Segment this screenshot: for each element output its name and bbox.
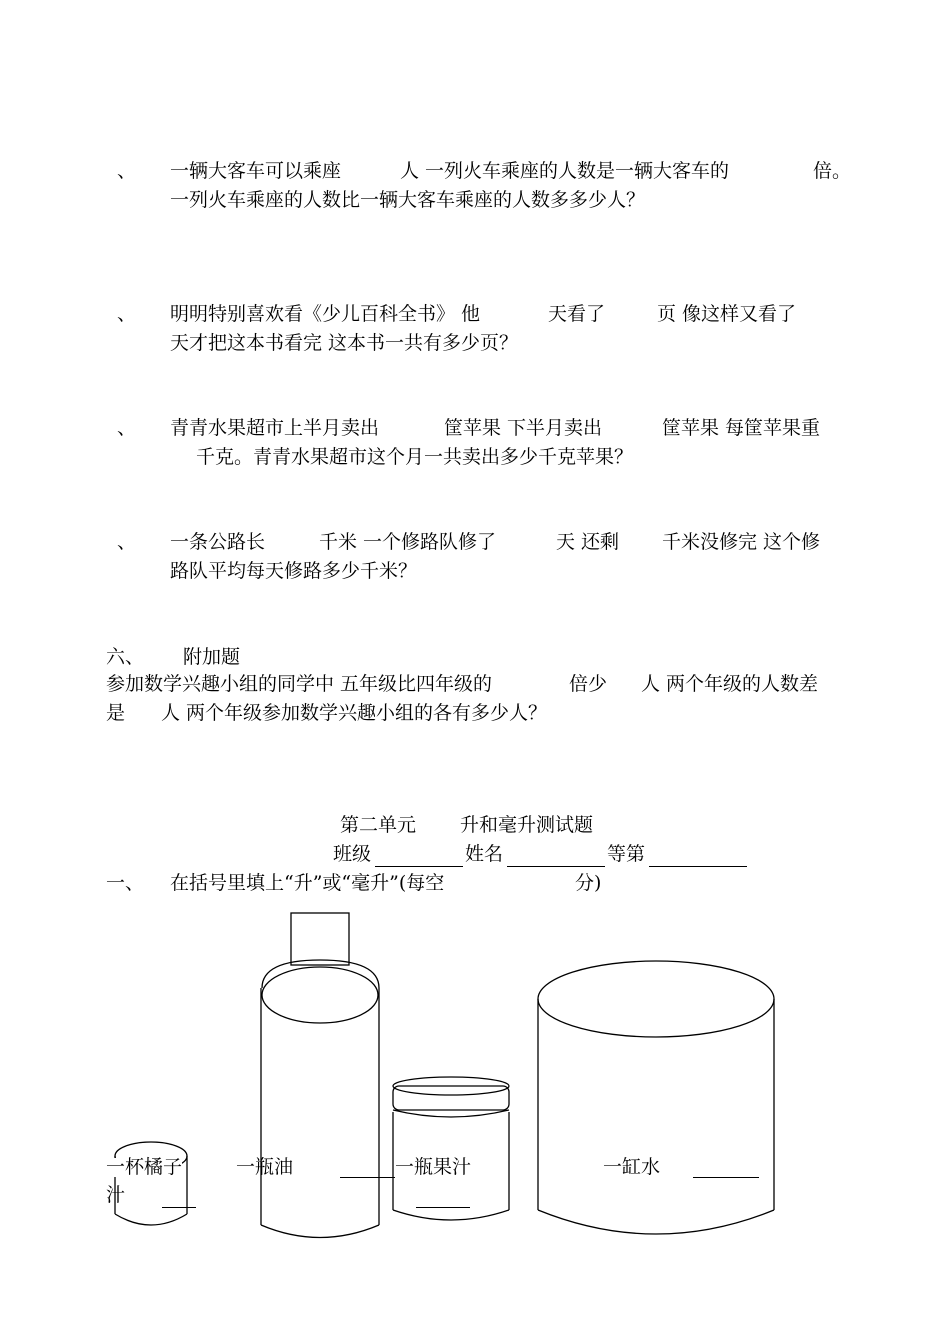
juice-cup-label: 汁 [106, 1184, 126, 1206]
problem-4-text: 天 还剩 [556, 531, 620, 553]
bonus-text: 倍少 [569, 673, 608, 695]
problem-2-text: 明明特别喜欢看《少儿百科全书》 他 [170, 303, 481, 325]
water-vat-answer-blank[interactable] [693, 1177, 759, 1178]
section-instruction: 在括号里填上“升”或“毫升”(每空 [170, 872, 445, 894]
problem-4-text: 一条公路长 [170, 531, 266, 553]
problem-4-text: 千米没修完 这个修 [662, 531, 821, 553]
bonus-text: 人 两个年级的人数差 [641, 673, 819, 695]
problem-4-text: 千米 一个修路队修了 [319, 531, 497, 553]
problem-3-text: 筐苹果 每筐苹果重 [662, 417, 821, 439]
problem-2-marker: 、 [117, 303, 137, 325]
problem-3-marker: 、 [117, 417, 137, 439]
problem-4-text: 路队平均每天修路多少千米？ [170, 560, 418, 582]
juice-cup-answer-blank[interactable] [162, 1207, 196, 1208]
name-label: 姓名 [465, 843, 504, 865]
problem-2-text: 天才把这本书看完 这本书一共有多少页？ [170, 332, 519, 354]
class-label: 班级 [333, 843, 372, 865]
unit-title: 第二单元 [340, 814, 417, 836]
water-vat-label: 一缸水 [603, 1156, 661, 1178]
section-instruction: 分) [575, 872, 602, 894]
oil-bottle-label: 一瓶油 [236, 1156, 294, 1178]
problem-3-text: 青青水果超市上半月卖出 [170, 417, 380, 439]
oil-bottle-figure [261, 913, 379, 1238]
bonus-text: 人 两个年级参加数学兴趣小组的各有多少人？ [161, 702, 548, 724]
problem-1-text: 倍。 [813, 160, 852, 182]
bonus-title: 附加题 [183, 646, 241, 668]
unit-title: 升和毫升测试题 [460, 814, 594, 836]
grade-label: 等第 [607, 843, 646, 865]
juice-bottle-figure [393, 1077, 509, 1220]
problem-2-text: 天看了 [548, 303, 606, 325]
problem-1-text: 一列火车乘座的人数比一辆大客车乘座的人数多多少人？ [170, 189, 646, 211]
problem-1-text: 人 一列火车乘座的人数是一辆大客车的 [400, 160, 730, 182]
juice-cup-figure [115, 1142, 187, 1225]
bonus-text: 参加数学兴趣小组的同学中 五年级比四年级的 [106, 673, 493, 695]
problem-4-marker: 、 [117, 531, 137, 553]
problem-3-text: 筐苹果 下半月卖出 [444, 417, 603, 439]
problem-3-text: 千克。青青水果超市这个月一共卖出多少千克苹果？ [196, 446, 634, 468]
water-vat-figure [538, 961, 774, 1234]
juice-bottle-label: 一瓶果汁 [395, 1156, 472, 1178]
problem-1-text: 一辆大客车可以乘座 [170, 160, 342, 182]
problem-1-marker: 、 [117, 160, 137, 182]
problem-2-text: 页 像这样又看了 [657, 303, 797, 325]
juice-cup-label: 一杯橘子 [106, 1156, 183, 1178]
bonus-text: 是 [106, 702, 126, 724]
section-number: 一、 [106, 872, 145, 894]
oil-bottle-answer-blank[interactable] [340, 1177, 395, 1178]
juice-bottle-answer-blank[interactable] [416, 1207, 470, 1208]
bonus-number: 六、 [106, 646, 145, 668]
